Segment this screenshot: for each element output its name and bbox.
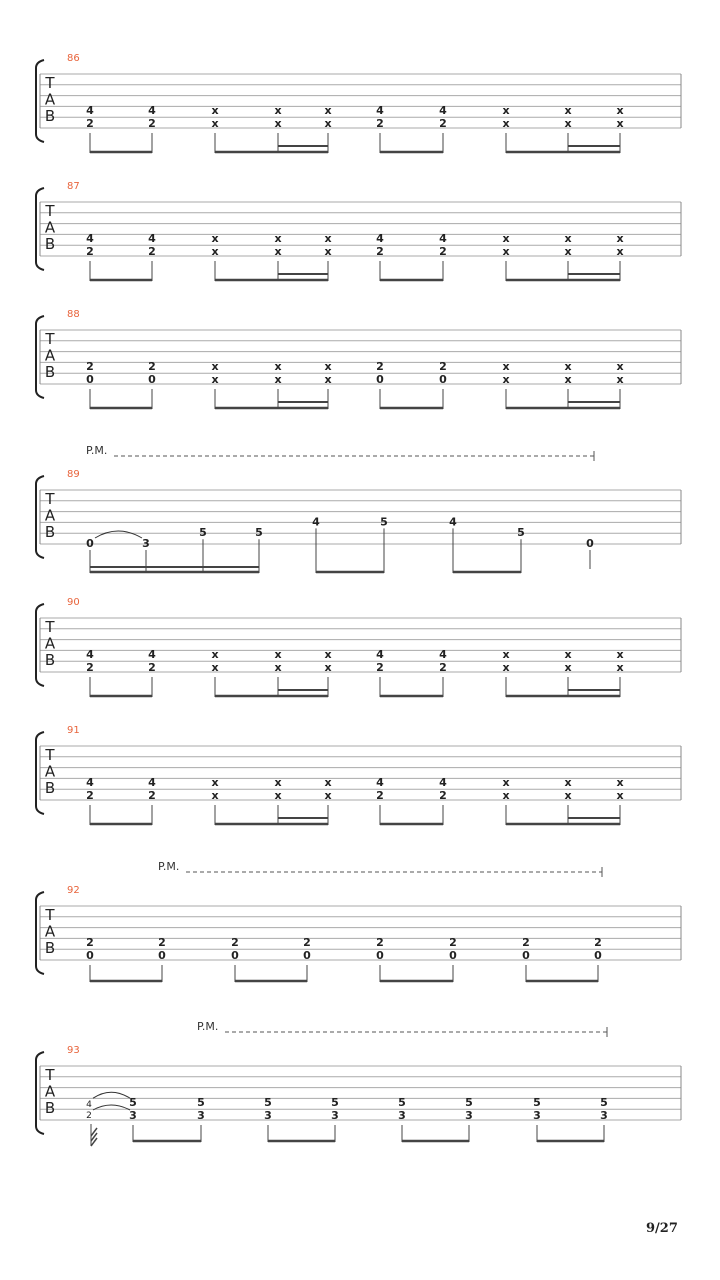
- tab-system: [36, 181, 681, 281]
- fret-number: 2: [86, 661, 94, 674]
- fret-number: 0: [376, 949, 384, 962]
- fret-number: x: [211, 245, 219, 258]
- fret-number: x: [616, 373, 624, 386]
- tab-clef-letter: B: [44, 1099, 56, 1117]
- fret-number: 3: [600, 1109, 608, 1122]
- fret-number: x: [502, 360, 510, 374]
- fret-number: 2: [148, 360, 156, 374]
- fret-number: x: [502, 104, 510, 118]
- tab-clef-letter: A: [44, 506, 56, 525]
- tab-clef-letter: B: [44, 523, 56, 541]
- fret-number: 4: [148, 232, 156, 246]
- fret-number: 2: [376, 661, 384, 674]
- fret-number: 0: [86, 537, 94, 550]
- fret-number: x: [324, 104, 332, 118]
- tab-clef-letter: B: [44, 107, 56, 125]
- fret-number: x: [274, 360, 282, 374]
- bar-number: 89: [67, 469, 80, 480]
- fret-number: x: [274, 104, 282, 118]
- fret-number: 0: [303, 949, 311, 962]
- fret-number: 2: [148, 661, 156, 674]
- fret-number: 3: [129, 1109, 137, 1122]
- tab-clef-letter: T: [45, 490, 55, 508]
- fret-number: 5: [129, 1096, 137, 1110]
- bar-number: 92: [67, 885, 80, 896]
- fret-number: 4: [439, 776, 447, 790]
- fret-number: 0: [449, 949, 457, 962]
- tab-clef-letter: T: [45, 74, 55, 92]
- page-number: 9/27: [646, 1221, 678, 1236]
- fret-number: 2: [449, 936, 457, 950]
- palm-mute-label: P.M.: [86, 444, 108, 457]
- tab-clef-letter: T: [45, 746, 55, 764]
- fret-number: 2: [158, 936, 166, 950]
- fret-number: x: [211, 661, 219, 674]
- fret-number: 5: [465, 1096, 473, 1110]
- bar-number: 88: [67, 309, 80, 320]
- fret-number: x: [502, 373, 510, 386]
- fret-number: x: [211, 360, 219, 374]
- fret-number: x: [564, 117, 572, 130]
- fret-number: 5: [197, 1096, 205, 1110]
- fret-number: x: [324, 648, 332, 662]
- fret-number: x: [211, 232, 219, 246]
- tab-system: [36, 860, 681, 982]
- fret-number: 2: [439, 360, 447, 374]
- fret-number: x: [502, 776, 510, 790]
- fret-number: 2: [86, 789, 94, 802]
- fret-number: 5: [199, 526, 207, 540]
- fret-number: 4: [449, 515, 457, 529]
- fret-number: 5: [380, 515, 388, 529]
- bar-number: 87: [67, 181, 80, 192]
- fret-number: 0: [594, 949, 602, 962]
- fret-number: x: [564, 373, 572, 386]
- fret-number: x: [211, 789, 219, 802]
- fret-number: x: [616, 789, 624, 802]
- fret-number: 2: [439, 245, 447, 258]
- fret-number: 2: [86, 117, 94, 130]
- fret-number: 5: [600, 1096, 608, 1110]
- fret-number: x: [502, 661, 510, 674]
- tab-clef-letter: T: [45, 618, 55, 636]
- tab-system: [36, 597, 681, 697]
- fret-number: x: [502, 648, 510, 662]
- fret-number: x: [564, 661, 572, 674]
- grace-fret-number: 2: [86, 1111, 92, 1121]
- fret-number: x: [324, 117, 332, 130]
- fret-number: 3: [465, 1109, 473, 1122]
- fret-number: 2: [594, 936, 602, 950]
- fret-number: x: [564, 789, 572, 802]
- fret-number: x: [564, 360, 572, 374]
- slur: [95, 531, 142, 538]
- tab-system: [36, 725, 681, 825]
- bar-number: 90: [67, 597, 80, 608]
- fret-number: x: [211, 776, 219, 790]
- tab-clef-letter: T: [45, 1066, 55, 1084]
- fret-number: x: [274, 232, 282, 246]
- fret-number: x: [616, 232, 624, 246]
- fret-number: x: [616, 661, 624, 674]
- fret-number: 2: [86, 360, 94, 374]
- palm-mute-label: P.M.: [158, 860, 180, 873]
- slur: [93, 1092, 130, 1098]
- fret-number: 4: [376, 648, 384, 662]
- fret-number: 2: [376, 789, 384, 802]
- fret-number: x: [324, 232, 332, 246]
- fret-number: 4: [148, 648, 156, 662]
- fret-number: 2: [439, 661, 447, 674]
- fret-number: 5: [331, 1096, 339, 1110]
- tab-clef-letter: A: [44, 218, 56, 237]
- fret-number: 0: [86, 949, 94, 962]
- fret-number: 4: [148, 104, 156, 118]
- fret-number: 4: [148, 776, 156, 790]
- fret-number: 2: [439, 117, 447, 130]
- fret-number: 5: [517, 526, 525, 540]
- fret-number: 2: [86, 936, 94, 950]
- fret-number: x: [564, 776, 572, 790]
- fret-number: x: [502, 117, 510, 130]
- fret-number: 2: [376, 360, 384, 374]
- fret-number: 4: [376, 104, 384, 118]
- fret-number: 4: [439, 232, 447, 246]
- fret-number: 0: [231, 949, 239, 962]
- tab-clef-letter: A: [44, 634, 56, 653]
- tab-clef-letter: A: [44, 762, 56, 781]
- fret-number: 0: [522, 949, 530, 962]
- fret-number: x: [274, 648, 282, 662]
- fret-number: 2: [376, 117, 384, 130]
- fret-number: 2: [231, 936, 239, 950]
- fret-number: x: [616, 776, 624, 790]
- fret-number: x: [274, 776, 282, 790]
- fret-number: 3: [142, 537, 150, 550]
- fret-number: 4: [86, 648, 94, 662]
- fret-number: 2: [86, 245, 94, 258]
- fret-number: 4: [312, 515, 320, 529]
- tab-clef-letter: A: [44, 346, 56, 365]
- fret-number: 3: [533, 1109, 541, 1122]
- fret-number: x: [274, 373, 282, 386]
- fret-number: x: [324, 360, 332, 374]
- fret-number: 0: [86, 373, 94, 386]
- fret-number: 0: [586, 537, 594, 550]
- bar-number: 91: [67, 725, 80, 736]
- fret-number: x: [616, 104, 624, 118]
- fret-number: 0: [376, 373, 384, 386]
- fret-number: 4: [86, 104, 94, 118]
- fret-number: x: [564, 245, 572, 258]
- fret-number: x: [211, 373, 219, 386]
- tab-system: [36, 1020, 681, 1146]
- tab-clef-letter: T: [45, 906, 55, 924]
- fret-number: x: [211, 104, 219, 118]
- bar-number: 93: [67, 1045, 80, 1056]
- fret-number: x: [616, 360, 624, 374]
- fret-number: x: [564, 648, 572, 662]
- fret-number: x: [324, 661, 332, 674]
- fret-number: x: [616, 117, 624, 130]
- tab-clef-letter: A: [44, 1082, 56, 1101]
- fret-number: 4: [376, 776, 384, 790]
- tab-clef-letter: T: [45, 330, 55, 348]
- palm-mute-label: P.M.: [197, 1020, 219, 1033]
- fret-number: 3: [331, 1109, 339, 1122]
- tab-clef-letter: B: [44, 779, 56, 797]
- fret-number: 2: [376, 245, 384, 258]
- fret-number: x: [616, 648, 624, 662]
- fret-number: x: [502, 245, 510, 258]
- fret-number: 2: [376, 936, 384, 950]
- tab-clef-letter: A: [44, 922, 56, 941]
- fret-number: x: [211, 648, 219, 662]
- fret-number: 3: [398, 1109, 406, 1122]
- fret-number: 5: [264, 1096, 272, 1110]
- tab-clef-letter: A: [44, 90, 56, 109]
- fret-number: x: [564, 104, 572, 118]
- fret-number: 4: [439, 104, 447, 118]
- fret-number: 3: [264, 1109, 272, 1122]
- fret-number: 2: [439, 789, 447, 802]
- fret-number: x: [274, 117, 282, 130]
- tab-clef-letter: B: [44, 939, 56, 957]
- fret-number: x: [324, 373, 332, 386]
- fret-number: x: [324, 776, 332, 790]
- fret-number: 4: [376, 232, 384, 246]
- fret-number: 2: [148, 245, 156, 258]
- grace-fret-number: 4: [86, 1100, 92, 1111]
- tab-clef-letter: B: [44, 235, 56, 253]
- fret-number: 5: [533, 1096, 541, 1110]
- fret-number: 3: [197, 1109, 205, 1122]
- fret-number: 5: [398, 1096, 406, 1110]
- fret-number: 2: [148, 789, 156, 802]
- fret-number: 2: [148, 117, 156, 130]
- fret-number: 4: [86, 232, 94, 246]
- fret-number: 0: [158, 949, 166, 962]
- fret-number: 2: [522, 936, 530, 950]
- fret-number: x: [324, 245, 332, 258]
- fret-number: x: [211, 117, 219, 130]
- tab-system: [36, 53, 681, 153]
- fret-number: 4: [86, 776, 94, 790]
- fret-number: x: [564, 232, 572, 246]
- tab-clef-letter: B: [44, 651, 56, 669]
- fret-number: 0: [439, 373, 447, 386]
- fret-number: x: [274, 245, 282, 258]
- fret-number: 2: [303, 936, 311, 950]
- fret-number: x: [324, 789, 332, 802]
- fret-number: 4: [439, 648, 447, 662]
- fret-number: 5: [255, 526, 263, 540]
- fret-number: x: [274, 661, 282, 674]
- tab-clef-letter: B: [44, 363, 56, 381]
- fret-number: x: [274, 789, 282, 802]
- tab-clef-letter: T: [45, 202, 55, 220]
- bar-number: 86: [67, 53, 80, 64]
- tab-system: [36, 309, 681, 409]
- fret-number: x: [502, 232, 510, 246]
- fret-number: 0: [148, 373, 156, 386]
- fret-number: x: [616, 245, 624, 258]
- tab-system: [36, 444, 681, 573]
- fret-number: x: [502, 789, 510, 802]
